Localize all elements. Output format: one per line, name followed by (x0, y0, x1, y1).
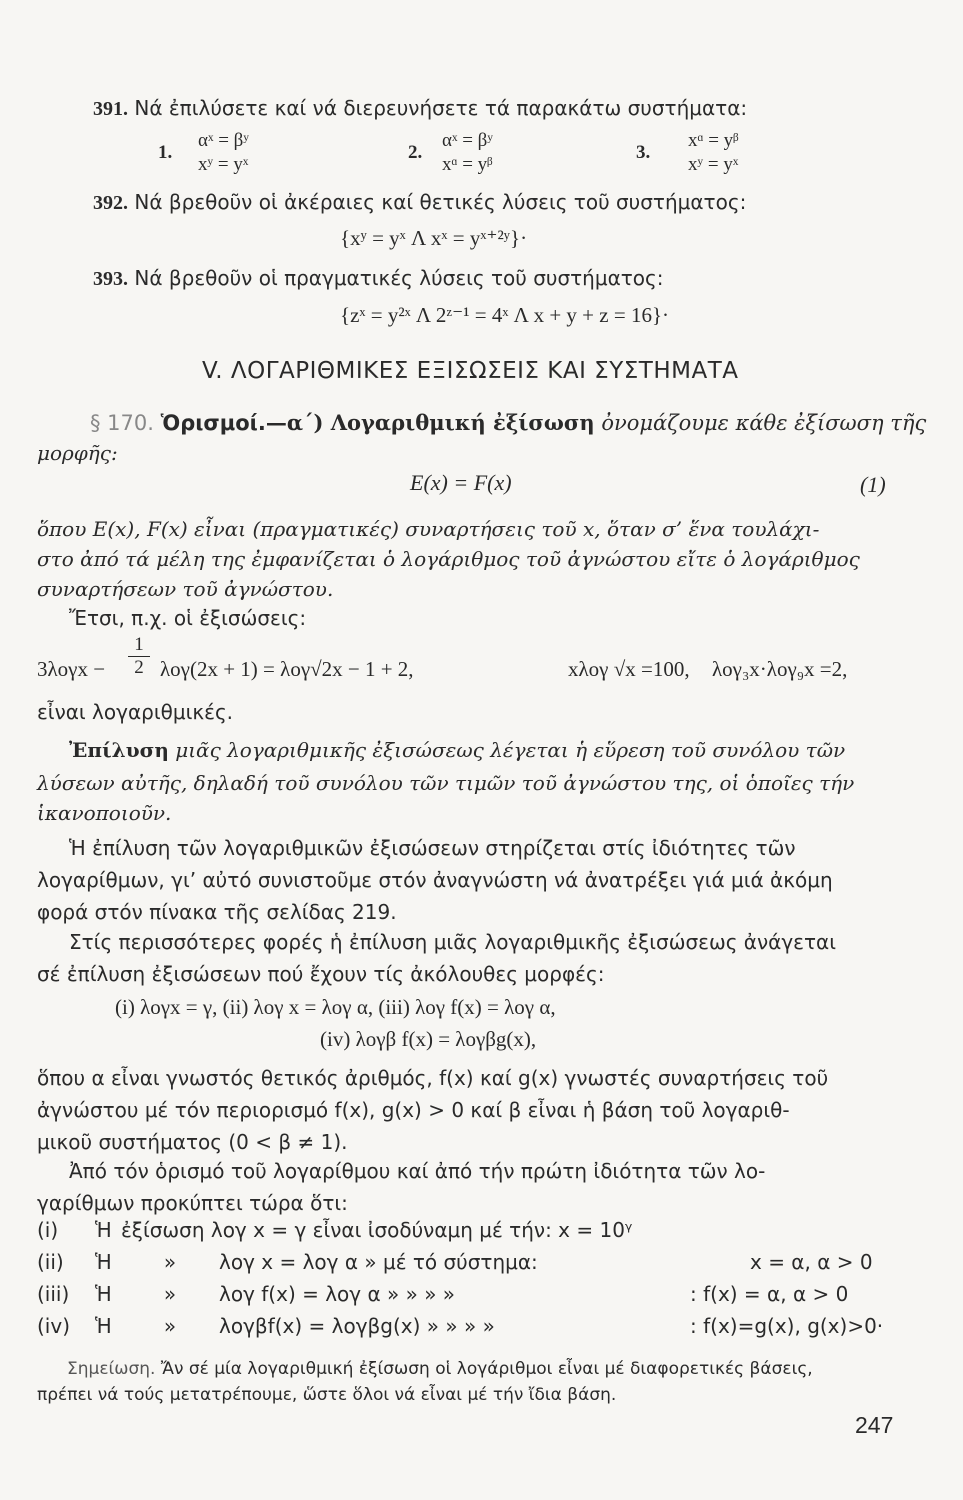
case-ditto: » (163, 1314, 177, 1338)
section-title-line (90, 410, 926, 435)
solution-label: Ἐπίλυση (69, 738, 169, 762)
formula-392: {xʸ = yˣ Λ xˣ = yˣ⁺²ʸ}· (340, 226, 528, 250)
formula-393: {zˣ = y²ˣ Λ 2ᶻ⁻¹ = 4ˣ Λ x + y + z = 16}· (340, 303, 670, 327)
system-line: xᵅ = yᵝ (442, 154, 493, 175)
page-number: 247 (855, 1412, 894, 1438)
system-line: αˣ = βʸ (198, 130, 249, 151)
example-eq-3: xλογ √x =100, (568, 657, 690, 681)
note-line: πρέπει νά τούς μετατρέπουμε, ὥστε ὅλοι νά εἶναι μέ τήν ἴδια βάση. (37, 1385, 617, 1405)
example-eq-1: 3λογx − (37, 657, 106, 681)
case-ii (37, 1250, 538, 1274)
solution-line-1 (69, 738, 845, 762)
system-label: 3. (636, 142, 651, 163)
case-i (37, 1218, 632, 1242)
note-line (37, 1356, 813, 1382)
main-equation: E(x) = F(x) (410, 470, 512, 495)
paragraph-3 (37, 926, 836, 990)
case-iii (37, 1282, 455, 1306)
section-mark: § 170. (90, 411, 154, 435)
case-article: Ἡ (95, 1282, 112, 1306)
problem-393 (93, 266, 664, 291)
case-article: Ἡ (95, 1218, 112, 1242)
case-iv-result: : f(x)=g(x), g(x)>0· (690, 1314, 884, 1338)
solution-rest (37, 768, 854, 828)
section-title: Ὁρισμοί. (160, 411, 266, 435)
system-line: αˣ = βʸ (442, 130, 493, 151)
problem-text: Νά βρεθοῦν οἱ πραγματικές λύσεις τοῦ συστήματος: (134, 266, 664, 290)
text-line: γαρίθμων προκύπτει τώρα ὅτι: (37, 1191, 348, 1215)
case-ii-result: x = α, α > 0 (750, 1250, 873, 1274)
case-iv (37, 1314, 495, 1338)
paragraph-1 (37, 514, 860, 604)
text-line: Ἀπό τόν ὁρισμό τοῦ λογαρίθμου καί ἀπό τήν πρώτη ἰδιότητα τῶν λο- (69, 1159, 766, 1183)
paragraph-2 (37, 832, 833, 928)
note-label: Σημείωση. (67, 1359, 156, 1379)
case-number: (iii) (37, 1282, 70, 1306)
problem-number: 393. (93, 268, 128, 290)
equation-label: (1) (860, 472, 886, 497)
case-ditto: » (163, 1282, 177, 1306)
case-text: λογβf(x) = λογβg(x) » » » » (219, 1314, 495, 1338)
case-iii-result: : f(x) = α, α > 0 (690, 1282, 849, 1306)
system-line: xʸ = yˣ (688, 154, 739, 175)
note (37, 1356, 813, 1408)
case-article: Ἡ (95, 1250, 112, 1274)
case-text: λογ f(x) = λογ α » » » » (219, 1282, 456, 1306)
text-line: ὅπου E(x), F(x) εἶναι (πραγματικές) συναρτήσεις τοῦ x, ὅταν σ’ ἕνα τουλάχι- (37, 517, 820, 541)
system-label: 1. (158, 142, 173, 163)
example-outro: εἶναι λογαριθμικές. (37, 700, 234, 724)
example-eq-2: λογ(2x + 1) = λογ√2x − 1 + 2, (160, 657, 414, 681)
case-number: (i) (37, 1218, 59, 1242)
text-line: μικοῦ συστήματος (0 < β ≠ 1). (37, 1130, 348, 1154)
text-line: Ἡ ἐπίλυση τῶν λογαριθμικῶν ἐξισώσεων στηρίζεται στίς ἰδιότητες τῶν (69, 836, 796, 860)
text-line: λύσεων αὐτῆς, δηλαδή τοῦ συνόλου τῶν τιμῶν τοῦ ἀγνώστου της, οἱ ὁποῖες τήν (37, 771, 855, 795)
case-text: ἐξίσωση λογ x = γ εἶναι ἰσοδύναμη μέ τήν: x = 10ᵞ (121, 1218, 633, 1242)
definition-line-2: μορφῆς: (37, 441, 118, 465)
note-text: Ἄν σέ μία λογαριθμική ἐξίσωση οἱ λογάριθμοι εἶναι μέ διαφορετικές βάσεις, (160, 1359, 813, 1379)
problem-number: 391. (93, 98, 128, 120)
paragraph-5 (37, 1155, 765, 1219)
text-line: ἱκανοποιοῦν. (37, 801, 172, 825)
paragraph-4 (37, 1062, 828, 1158)
text-line: Στίς περισσότερες φορές ἡ ἐπίλυση μιᾶς λογαριθμικῆς ἐξισώσεως ἀνάγεται (69, 930, 836, 954)
problem-391 (93, 96, 747, 121)
text-line: συναρτήσεων τοῦ ἀγνώστου. (37, 577, 334, 601)
problem-text: Νά βρεθοῦν οἱ ἀκέραιες καί θετικές λύσεις τοῦ συστήματος: (134, 190, 747, 214)
chapter-heading: V. ΛΟΓΑΡΙΘΜΙΚΕΣ ΕΞΙΣΩΣΕΙΣ ΚΑΙ ΣΥΣΤΗΜΑΤΑ (202, 358, 739, 384)
text-line: λογαρίθμων, γι’ αὐτό συνιστοῦμε στόν ἀναγνώστη νά ἀνατρέξει γιά μιά ἀκόμη (37, 868, 833, 892)
text-line: φορά στόν πίνακα τῆς σελίδας 219. (37, 900, 397, 924)
system-line: xʸ = yˣ (198, 154, 249, 175)
text-line: ἀγνώστου μέ τόν περιορισμό f(x), g(x) > 0 καί β εἶναι ἡ βάση τοῦ λογαριθ- (37, 1098, 790, 1122)
fraction-denominator: 2 (128, 656, 150, 679)
case-number: (ii) (37, 1250, 64, 1274)
case-ditto: » (163, 1250, 177, 1274)
example-fraction (128, 634, 150, 679)
text-line: σέ ἐπίλυση ἐξισώσεων πού ἔχουν τίς ἀκόλουθες μορφές: (37, 962, 605, 986)
forms-line-2: (iv) λογβ f(x) = λογβg(x), (320, 1027, 537, 1051)
problem-text: Νά ἐπιλύσετε καί νά διερευνήσετε τά παρακάτω συστήματα: (134, 96, 748, 120)
text-line: στο ἀπό τά μέλη της ἐμφανίζεται ὁ λογάριθμος τοῦ ἀγνώστου εἴτε ὁ λογάριθμος (37, 547, 860, 571)
example-intro: Ἔτσι, π.χ. οἱ ἐξισώσεις: (69, 606, 307, 630)
system-label: 2. (408, 142, 423, 163)
section-subtitle: —α΄) Λογαριθμική ἐξίσωση (265, 410, 595, 435)
case-article: Ἡ (95, 1314, 112, 1338)
forms-line-1: (i) λογx = γ, (ii) λογ x = λογ α, (iii) λογ f(x) = λογ α, (115, 995, 556, 1019)
text-line: ὅπου α εἶναι γνωστός θετικός ἀριθμός, f(x) καί g(x) γνωστές συναρτήσεις τοῦ (37, 1066, 829, 1090)
problem-number: 392. (93, 192, 128, 214)
case-text: λογ x = λογ α » μέ τό σύστημα: (219, 1250, 538, 1274)
fraction-numerator: 1 (134, 634, 144, 655)
system-line: xᵅ = yᵝ (688, 130, 739, 151)
problem-392 (93, 190, 746, 215)
definition-text: ὀνομάζουμε κάθε ἐξίσωση τῆς (601, 411, 927, 435)
text-line: μιᾶς λογαριθμικῆς ἐξισώσεως λέγεται ἡ εὕρεση τοῦ συνόλου τῶν (175, 738, 846, 762)
example-eq-4: λογ₃x·λογ₉x =2, (712, 657, 848, 681)
case-number: (iv) (37, 1314, 70, 1338)
